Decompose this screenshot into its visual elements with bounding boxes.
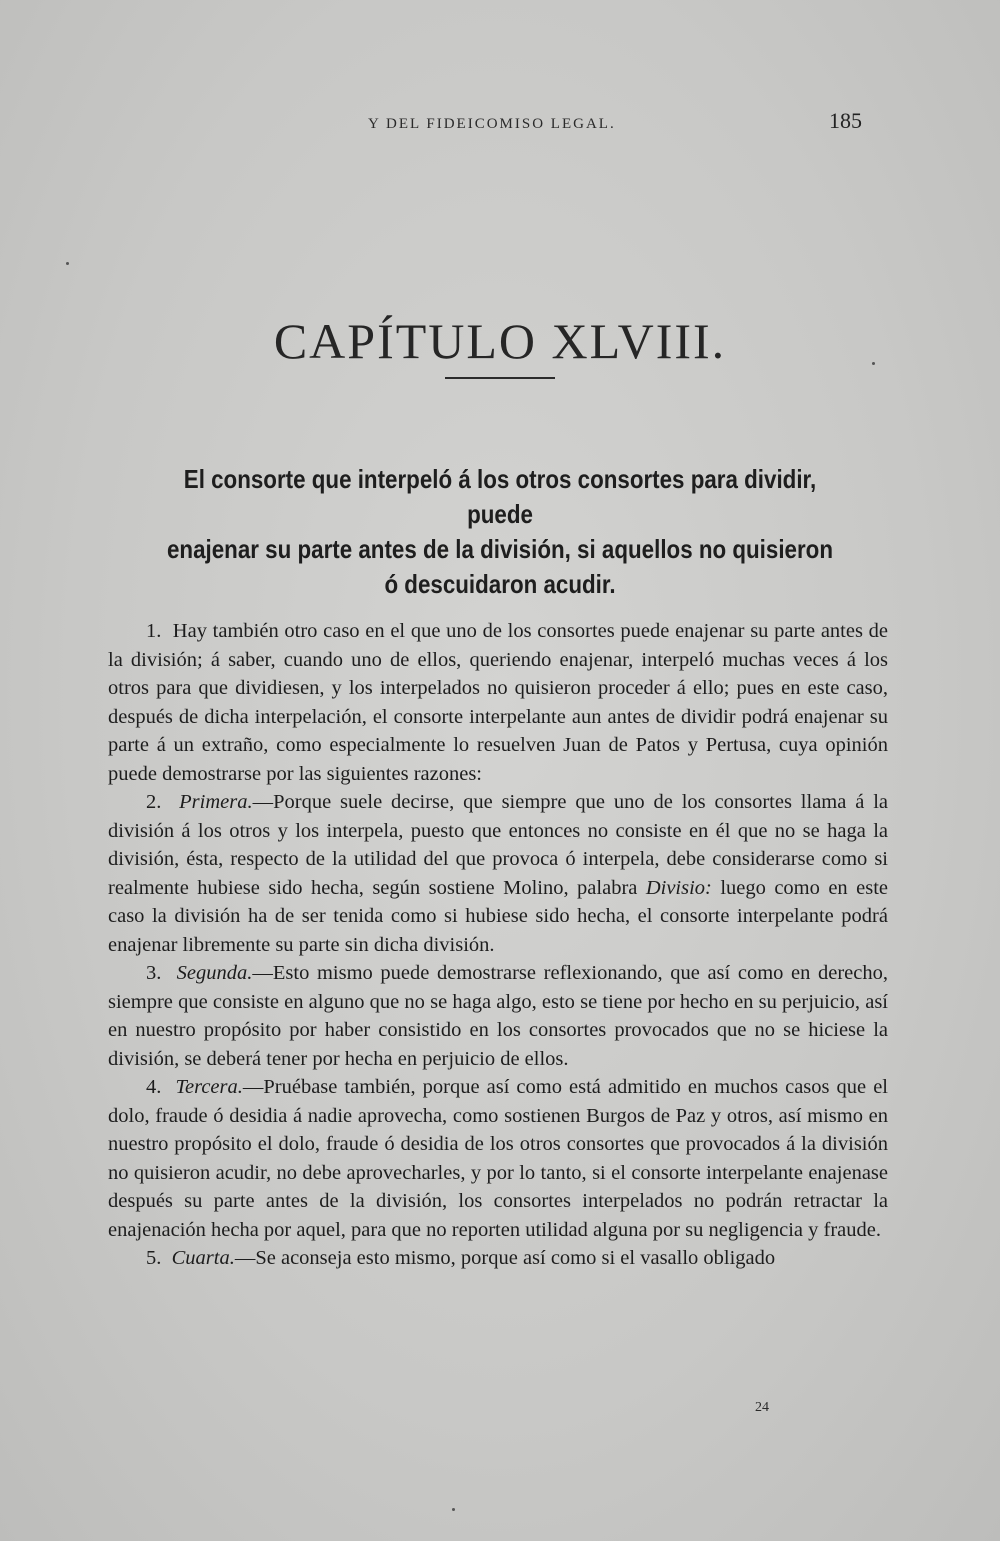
- paragraph-number: 2.: [146, 791, 162, 813]
- paragraph-number: 5.: [146, 1247, 162, 1269]
- page-header: [0, 108, 1000, 138]
- paragraph-text: —Se aconseja esto mismo, porque así como si el vasallo obligado: [234, 1247, 776, 1269]
- paragraph-text: —Pruébase también, porque así como está admitido en muchos casos que el dolo, fraude ó desidia á nadie aprovecha, como sostienen Burgos de Paz y otros, así mismo en nuestro propósito el dolo, fraude ó desidia de los otros consortes que provocados á la división no quisieron acudir, no debe aprovecharles, y por lo tanto, si el consorte interpelante enajenase después su parte antes de la división, los consortes interpelados no podrán retractar la enajenación hecha por aquel, para que no reporten utilidad alguna por su negligencia y fraude.: [108, 1076, 889, 1241]
- subtitle-line: ó descuidaron acudir.: [384, 569, 616, 599]
- paragraph-keyword: Primera.: [179, 791, 253, 813]
- chapter-title: CAPÍTULO XLVIII.: [273, 313, 727, 369]
- subtitle-line: El consorte que interpeló á los otros consortes para dividir, puede: [183, 464, 817, 529]
- print-speck: [452, 1508, 455, 1511]
- paragraph-1: [108, 617, 888, 788]
- paragraph-number: 4.: [146, 1076, 162, 1098]
- paragraph-text: —Esto mismo puede demostrarse reflexionando, que así como en derecho, siempre que consiste en alguno que no se haga algo, esto se tiene por hecho en su perjuicio, así en nuestro propósito por haber consistido en los consortes provocados que no se hiciese la división, se deberá tener por hecha en perjuicio de ellos.: [108, 962, 889, 1070]
- paragraph-5: [108, 1244, 888, 1273]
- signature-mark: 24: [755, 1400, 769, 1415]
- chapter-subtitle: [156, 462, 844, 602]
- running-title: Y DEL FIDEICOMISO LEGAL.: [368, 116, 616, 132]
- paragraph-text-after: luego como en este caso la división ha de ser tenida como si hubiese sido hecha, el consorte interpelante podrá enajenar libremente su parte sin dicha división.: [108, 876, 888, 956]
- paragraph-3: [108, 959, 888, 1073]
- paragraph-keyword: Tercera.: [175, 1076, 243, 1098]
- paragraph-number: 1.: [146, 620, 162, 642]
- paragraph-keyword: Segunda.: [176, 962, 253, 984]
- subtitle-line: enajenar su parte antes de la división, si aquellos no quisieron: [166, 534, 834, 564]
- paragraph-number: 3.: [146, 962, 162, 984]
- chapter-divider: [445, 377, 555, 379]
- body-text: [108, 617, 888, 1273]
- paragraph-2: [108, 788, 888, 959]
- print-speck: [66, 262, 69, 265]
- paragraph-italic-word: Divisio:: [645, 876, 712, 899]
- paragraph-4: [108, 1073, 888, 1244]
- page-number: 185: [829, 108, 862, 133]
- paragraph-keyword: Cuarta.: [171, 1247, 235, 1269]
- print-speck: [872, 362, 875, 365]
- paragraph-text: —Porque suele decirse, que siempre que uno de los consortes llama á la división á los otros y los interpela, puesto que entonces no consiste en él que no se haga la división, ésta, respecto de la utilidad del que provoca ó interpela, debe considerarse como si realmente hubiese sido hecha, según sostiene Molino, palabra: [108, 791, 888, 899]
- paragraph-text: Hay también otro caso en el que uno de los consortes puede enajenar su parte antes de la división; á saber, cuando uno de ellos, queriendo enajenar, interpeló muchas veces á los otros para que dividiesen, y los interpelados no quisieron proceder á ello; pues en este caso, después de dicha interpelación, el consorte interpelante aun antes de dividir podrá enajenar su parte á un extraño, como especialmente lo resuelven Juan de Patos y Pertusa, cuya opinión puede demostrarse por las siguientes razones:: [108, 620, 889, 785]
